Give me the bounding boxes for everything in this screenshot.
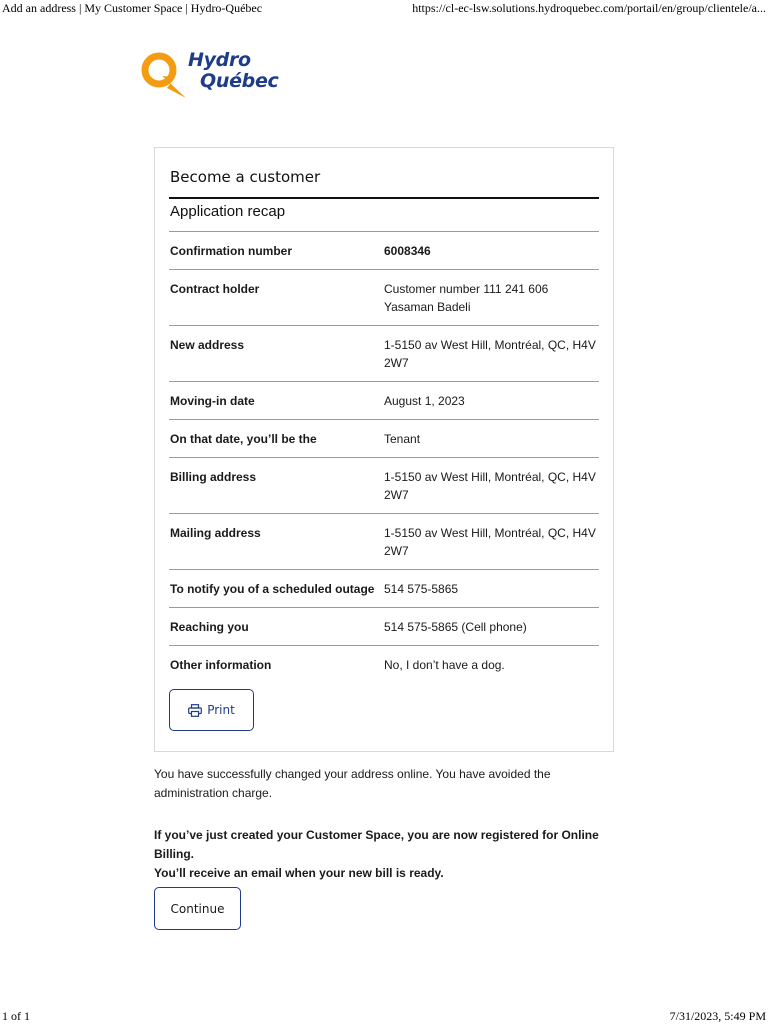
- print-footer: [0, 1008, 768, 1024]
- table-row: [169, 419, 599, 457]
- print-button-label: Print: [207, 703, 235, 717]
- value-line: Tenant: [384, 432, 421, 446]
- row-label: To notify you of a scheduled outage: [170, 582, 375, 596]
- billing-line-2: You’ll receive an email when your new bill is ready.: [154, 866, 444, 880]
- row-label: Confirmation number: [170, 244, 292, 258]
- online-billing-notice: [154, 826, 634, 883]
- card-title: Become a customer: [170, 168, 321, 186]
- table-row: [169, 457, 599, 513]
- row-label: Moving-in date: [170, 394, 255, 408]
- recap-table: [169, 231, 599, 683]
- application-recap-card: [154, 147, 614, 752]
- row-label: Reaching you: [170, 620, 249, 634]
- row-label: Billing address: [170, 470, 257, 484]
- row-label: Mailing address: [170, 526, 261, 540]
- row-label: On that date, you’ll be the: [170, 432, 317, 446]
- table-row: [169, 381, 599, 419]
- row-value: [384, 618, 599, 636]
- printer-icon: [188, 704, 202, 717]
- table-row: [169, 231, 599, 269]
- print-header: [0, 0, 768, 18]
- title-divider: [169, 197, 599, 199]
- value-line: No, I don’t have a dog.: [384, 658, 505, 672]
- logo-line-2: Québec: [200, 70, 279, 92]
- page-count: 1 of 1: [2, 1009, 30, 1023]
- logo-wordmark: [186, 50, 279, 92]
- print-button[interactable]: [169, 689, 254, 731]
- row-value: [384, 580, 599, 598]
- hydro-quebec-logo-icon: [140, 50, 188, 100]
- billing-line-1: If you’ve just created your Customer Space, you are now registered for Online Billing.: [154, 828, 599, 861]
- print-url: https://cl-ec-lsw.solutions.hydroquebec.com/portail/en/group/clientele/a...: [412, 1, 766, 15]
- row-label: Other information: [170, 658, 272, 672]
- row-value: [384, 468, 599, 504]
- value-line: Customer number 111 241 606: [384, 282, 549, 296]
- row-value: [384, 242, 599, 260]
- value-line: August 1, 2023: [384, 394, 465, 408]
- row-value: [384, 280, 599, 316]
- table-row: [169, 325, 599, 381]
- table-row: [169, 569, 599, 607]
- value-line: Yasaman Badeli: [384, 300, 471, 314]
- value-line: 1-5150 av West Hill, Montréal, QC, H4V 2W7: [384, 526, 596, 558]
- row-value: [384, 524, 599, 560]
- value-line: 1-5150 av West Hill, Montréal, QC, H4V 2W7: [384, 338, 596, 370]
- success-message: You have successfully changed your address online. You have avoided the administration charge.: [154, 767, 551, 800]
- table-row: [169, 645, 599, 683]
- row-value: [384, 656, 599, 674]
- print-timestamp: 7/31/2023, 5:49 PM: [669, 1009, 766, 1023]
- row-value: [384, 336, 599, 372]
- table-row: [169, 607, 599, 645]
- row-value: [384, 392, 599, 410]
- row-label: New address: [170, 338, 245, 352]
- logo-line-1: Hydro: [188, 49, 251, 71]
- value-line: 1-5150 av West Hill, Montréal, QC, H4V 2W7: [384, 470, 596, 502]
- row-label: Contract holder: [170, 282, 260, 296]
- table-row: [169, 269, 599, 325]
- card-subtitle: Application recap: [170, 203, 286, 220]
- value-line: 6008346: [384, 244, 431, 258]
- table-row: [169, 513, 599, 569]
- hydro-quebec-logo[interactable]: [140, 50, 310, 102]
- row-value: [384, 430, 599, 448]
- value-line: 514 575-5865 (Cell phone): [384, 620, 527, 634]
- print-page-title: Add an address | My Customer Space | Hydro-Québec: [2, 1, 263, 15]
- continue-button[interactable]: Continue: [154, 887, 241, 930]
- value-line: 514 575-5865: [384, 582, 459, 596]
